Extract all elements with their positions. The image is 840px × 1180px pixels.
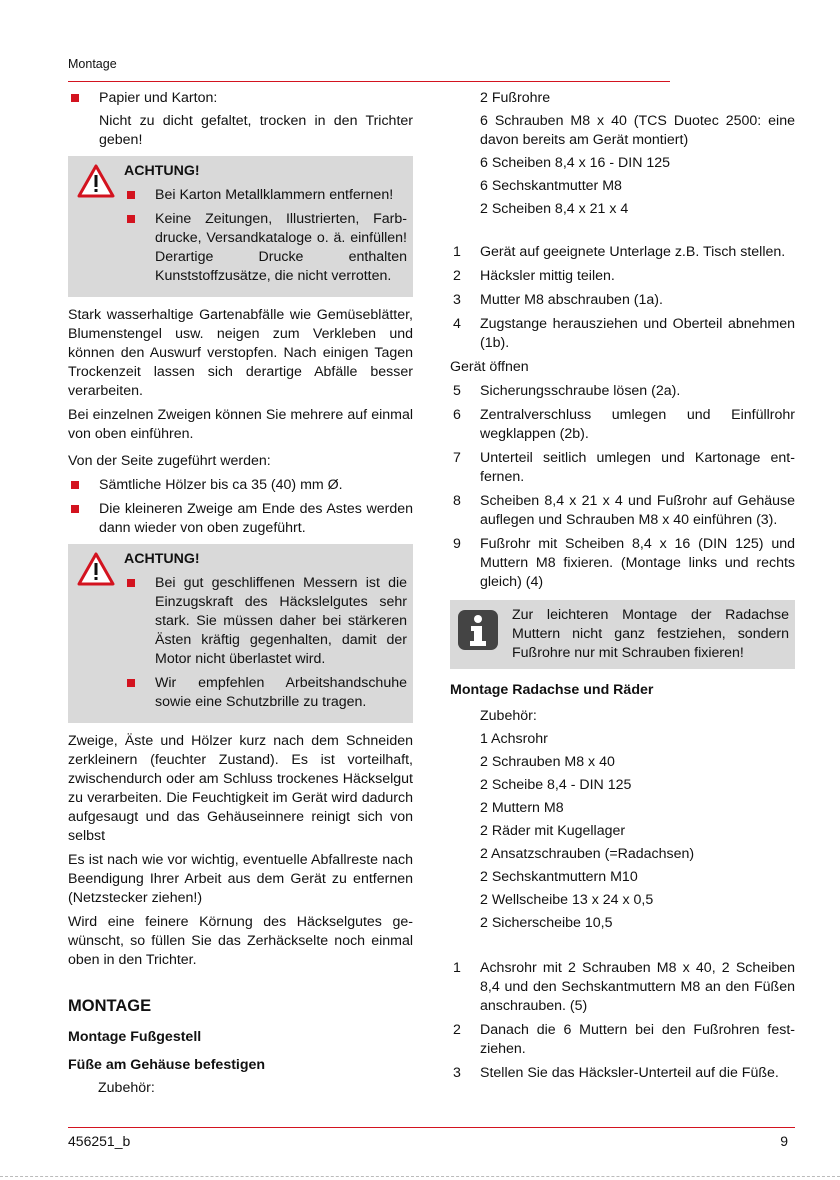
step-item xyxy=(450,406,795,444)
step-text: Fußrohr mit Scheiben 8,4 x 16 (DIN 125) und Muttern M8 fixieren. (Montage links und rechts gleich) (4) xyxy=(480,536,795,590)
subheading-plain: Gerät öffnen xyxy=(450,359,529,375)
bullet-text: Die kleineren Zweige am Ende des Astes werden dann wieder von oben zugeführt. xyxy=(99,501,413,536)
step-text: Mutter M8 abschrauben (1a). xyxy=(480,292,663,308)
subsection-heading: Montage Radachse und Räder xyxy=(450,682,654,698)
info-note-box xyxy=(450,600,795,669)
step-text: Zugstange herausziehen und Oberteil abnehmen (1b). xyxy=(480,316,795,351)
bullet-title: Papier und Karton: xyxy=(99,90,218,106)
warning-title: ACHTUNG! xyxy=(124,163,200,179)
step-text: Scheiben 8,4 x 21 x 4 und Fußrohr auf Gehäuse auflegen und Schrauben M8 x 40 einführen (3). xyxy=(480,493,795,528)
step-number: 3 xyxy=(453,1065,461,1081)
step-item xyxy=(450,291,795,310)
parts-item: 1 Achsrohr xyxy=(480,731,548,747)
step-item xyxy=(450,1021,795,1059)
parts-item: 2 Muttern M8 xyxy=(480,800,564,816)
step-number: 3 xyxy=(453,292,461,308)
paragraph: Wird eine feinere Körnung des Häckselgutes gewünscht, so füllen Sie das Zerhäckselte noch einmal oben in den Trichter. xyxy=(68,914,413,968)
step-number: 8 xyxy=(453,493,461,509)
step-number: 9 xyxy=(453,536,461,552)
step-text: Danach die 6 Muttern bei den Fußrohren festziehen. xyxy=(480,1022,795,1057)
bullet-item xyxy=(68,500,413,538)
note-text: Zur leichteren Montage der Radachse Muttern nicht ganz festziehen, sondern Fußrohre nur mit Schrauben fixieren! xyxy=(512,607,789,661)
parts-item: 2 Sicherscheibe 10,5 xyxy=(480,915,613,931)
accessories-label: Zubehör: xyxy=(98,1080,155,1096)
parts-item: 2 Räder mit Kugellager xyxy=(480,823,626,839)
step-number: 2 xyxy=(453,268,461,284)
parts-item: 2 Fußrohre xyxy=(480,90,551,106)
warning-text: Bei gut geschliffenen Messern ist die Einzugskraft des Häckslelgutes sehr stark. Sie müssen daher bei stärkeren Ästen kräftig gegenhalten, damit der Motor nicht überlastet wird. xyxy=(155,575,407,667)
step-item xyxy=(450,1064,795,1083)
step-item xyxy=(450,243,795,262)
step-item xyxy=(450,315,795,353)
step-text: Gerät auf geeignete Unterlage z.B. Tisch stellen. xyxy=(480,244,786,260)
parts-item: 6 Sechskantmutter M8 xyxy=(480,178,622,194)
parts-item: 2 Schrauben M8 x 40 xyxy=(480,754,615,770)
warning-triangle-icon xyxy=(77,552,115,586)
warning-text: Wir empfehlen Arbeitshandschuhe sowie eine Schutzbrille zu tragen. xyxy=(155,675,407,710)
warning-title: ACHTUNG! xyxy=(124,551,200,567)
left-column xyxy=(68,89,413,1102)
parts-item: 2 Ansatzschrauben (=Radachsen) xyxy=(480,846,695,862)
step-text: Unterteil seitlich umlegen und Kartonage entfernen. xyxy=(480,450,795,485)
page-edge-line xyxy=(0,1176,840,1177)
step-text: Stellen Sie das Häcksler-Unterteil auf die Füße. xyxy=(480,1065,779,1081)
step-number: 1 xyxy=(453,960,461,976)
subsection-heading: Füße am Gehäuse befestigen xyxy=(68,1057,266,1073)
step-text: Zentralverschluss umlegen und Einfüllrohr wegklappen (2b). xyxy=(480,407,795,442)
paragraph: Zweige, Äste und Hölzer kurz nach dem Schneiden zerkleinern (feuchter Zustand). Es ist vorteilhaft, zwischendurch oder am Schluss trockenes Häckselgut zu verarbeiten. Die Feuchtigkeit im Gerät wird dadurch aufgesaugt und das Gehäuseinnere reinigt sich von selbst xyxy=(68,733,413,844)
warning-triangle-icon xyxy=(77,164,115,198)
step-text: Sicherungsschraube lösen (2a). xyxy=(480,383,681,399)
paragraph: Von der Seite zugeführt werden: xyxy=(68,453,271,469)
accessories-label: Zubehör: xyxy=(480,708,537,724)
bullet-square xyxy=(71,94,79,102)
warning-item xyxy=(124,186,407,205)
step-item xyxy=(450,959,795,1016)
warning-text: Bei Karton Metallklammern entfernen! xyxy=(155,187,394,203)
step-number: 7 xyxy=(453,450,461,466)
bullet-square xyxy=(127,215,135,223)
step-text: Häcksler mittig teilen. xyxy=(480,268,615,284)
bullet-square xyxy=(71,505,79,513)
step-number: 2 xyxy=(453,1022,461,1038)
footer-rule xyxy=(68,1127,795,1128)
paragraph: Bei einzelnen Zweigen können Sie mehrere auf einmal von oben einführen. xyxy=(68,407,413,442)
step-number: 4 xyxy=(453,316,461,332)
parts-item: 2 Scheiben 8,4 x 21 x 4 xyxy=(480,201,629,217)
bullet-item xyxy=(68,476,413,495)
section-heading: MONTAGE xyxy=(68,997,152,1015)
paragraph: Es ist nach wie vor wichtig, eventuelle Abfallreste nach Beendigung Ihrer Arbeit aus dem Gerät zu entfernen (Netzstecker ziehen!) xyxy=(68,852,413,906)
step-item xyxy=(450,535,795,592)
step-item xyxy=(450,449,795,487)
parts-item: 2 Sechskantmuttern M10 xyxy=(480,869,638,885)
paragraph: Stark wasserhaltige Gartenabfälle wie Gemüseblätter, Blumenstengel usw. neigen zum Verkleben und können den Auswurf verstopfen. Nach einigen Tagen Trockenzeit lassen sich derartige Abfälle besser verarbeiten. xyxy=(68,307,413,399)
running-header: Montage xyxy=(68,57,117,71)
bullet-text: Sämtliche Hölzer bis ca 35 (40) mm Ø. xyxy=(99,477,343,493)
document-number: 456251_b xyxy=(68,1133,131,1149)
step-item xyxy=(450,382,795,401)
bullet-square xyxy=(127,679,135,687)
parts-item: 6 Schrauben M8 x 40 (TCS Duotec 2500: eine davon bereits am Gerät montiert) xyxy=(480,113,795,148)
right-column xyxy=(450,89,795,1088)
warning-item xyxy=(124,674,407,712)
warning-box xyxy=(68,156,413,297)
header-rule xyxy=(68,81,670,82)
parts-item: 2 Wellscheibe 13 x 24 x 0,5 xyxy=(480,892,654,908)
step-number: 6 xyxy=(453,407,461,423)
page-number: 9 xyxy=(780,1133,788,1149)
step-text: Achsrohr mit 2 Schrauben M8 x 40, 2 Scheiben 8,4 und den Sechskantmuttern M8 an den Füßen anschrauben. (5) xyxy=(480,960,795,1014)
parts-item: 6 Scheiben 8,4 x 16 - DIN 125 xyxy=(480,155,671,171)
bullet-square xyxy=(71,481,79,489)
warning-box xyxy=(68,544,413,723)
warning-text: Keine Zeitungen, Illustrierten, Farbdrucke, Versandkataloge o. ä. einfüllen! Derartige Drucke enthalten Kunststoffzusätze, die nicht verrotten. xyxy=(155,211,407,284)
subsection-heading: Montage Fußgestell xyxy=(68,1029,202,1045)
bullet-square xyxy=(127,191,135,199)
step-item xyxy=(450,267,795,286)
bullet-text: Nicht zu dicht gefaltet, trocken in den Trichter geben! xyxy=(99,113,413,148)
step-number: 1 xyxy=(453,244,461,260)
step-item xyxy=(450,492,795,530)
warning-item xyxy=(124,574,407,669)
info-icon xyxy=(458,610,498,650)
bullet-item xyxy=(68,89,413,150)
step-number: 5 xyxy=(453,383,461,399)
warning-item xyxy=(124,210,407,286)
parts-item: 2 Scheibe 8,4 - DIN 125 xyxy=(480,777,632,793)
bullet-square xyxy=(127,579,135,587)
